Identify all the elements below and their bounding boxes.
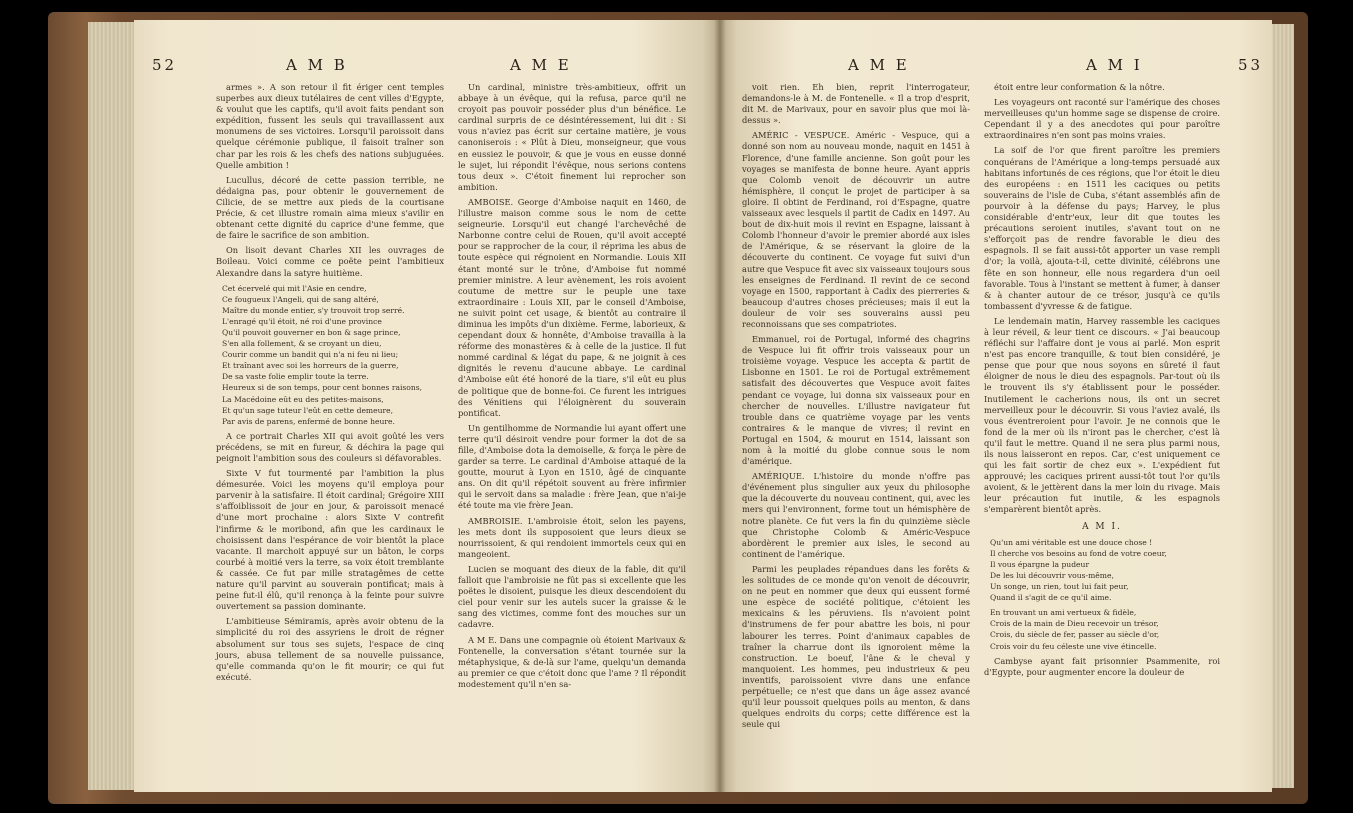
- left-column-2: [458, 82, 686, 694]
- paragraph: armes ». A son retour il fit ériger cent temples superbes aux dieux tutélaires de cent villes d'Egypte, & voulut que les captifs, qu'il avoit faits pendant son expédition, fussent les seuls qui travaillassent aux monumens de ses victoires. Lorsqu'il paroissoit dans quelque cérémonie publique, il faisoit traîner son char par les rois & les chefs des nations subjuguées. Quelle ambition !: [216, 82, 444, 170]
- page-edges-left: [88, 22, 134, 790]
- paragraph: Un cardinal, ministre très-ambitieux, offrit un abbaye à un évêque, qui la refusa, parce qu'il ne croyoit pas pouvoir posséder plus d'un bénéfice. Le cardinal surpris de ce désintéressement, lui dit : Si vous n'aviez pas écrit sur certaine matière, je vous canoniserois : « Plût à Dieu, monseigneur, que vous en eussiez le pouvoir, & que je vous en eusse donné le sujet, lui répondit l'évêque, nous serions contens tous deux ». C'étoit finement lui reprocher son ambition.: [458, 82, 686, 192]
- book-gutter: [714, 20, 726, 792]
- book-cover: [48, 12, 1308, 804]
- paragraph: étoit entre leur conformation & la nôtre.: [994, 82, 1165, 92]
- paragraph: voit rien. Eh bien, reprit l'interrogateur, demandons-le à M. de Fontenelle. « Il a trop d'esprit, dit M. de Marivaux, pour en savoir plus que moi là-dessus ».: [742, 82, 970, 126]
- paragraph: A M E. Dans une compagnie où étoient Marivaux & Fontenelle, la conversation s'étant tournée sur la métaphysique, & de-là sur l'ame, quelqu'un demanda au premier ce que c'étoit donc que l'ame ? Il répondit modestement qu'il n'en sa-: [458, 634, 686, 689]
- paragraph: Le lendemain matin, Harvey rassemble les caciques à leur réveil, & leur tient ce discours. « J'ai beaucoup réfléchi sur l'affaire dont je vous ai parlé. Mon esprit n'est pas encore tranquille, & tout bien considéré, je pense que pour que nous soyons en sûreté il faut éloigner de nous le dieu des espagnols. Par-tout où ils le trouvent ils s'y établissent pour le posséder. Inutilement le cacherions nous, ils ont un secret merveilleux pour le découvrir. Si vous l'aviez avalé, ils vous éventreroient pour l'avoir. Je ne connois que le fond de la mer où ils n'iront pas le chercher, c'est là qu'il faut le mettre. Quand il ne sera plus parmi nous, ils nous laisseront en repos. Car, c'est uniquement ce qui les fait sortir de chez eux ». L'expédient fut approuvé; les caciques prirent aussi-tôt tout l'or qu'ils avoient, & le jettèrent dans la mer loin du rivage. Mais leur précaution fut inutile, & les espagnols s'emparèrent bientôt après.: [984, 315, 1220, 515]
- paragraph: Cambyse ayant fait prisonnier Psammenite, roi d'Egypte, pour augmenter encore la douleur de: [984, 655, 1220, 677]
- verse-block: Qu'un ami véritable est une douce chose ! Il cherche vos besoins au fond de votre coeur, Il vous épargne la pudeur De les lui découvrir vous-même, Un songe, un rien, tout lui fait peur, Quand il s'agit de ce qu'il aime.: [990, 537, 1167, 603]
- page-edges-right: [1272, 24, 1294, 788]
- verse-block: En trouvant un ami vertueux & fidèle, Crois de la main de Dieu recevoir un trésor, Crois, du siècle de fer, passer au siècle d'or, Crois voir du feu céleste une vive étincelle.: [990, 608, 1160, 651]
- paragraph: AMBOISE. George d'Amboise naquit en 1460, de l'illustre maison comme sous le nom de cette seigneurie. Lorsqu'il eut changé l'archevêché de Narbonne contre celui de Rouen, qu'il avoit accepté pour se rapprocher de la cour, il réprima les abus de toute espèce qui régnoient en Normandie. Louis XII étant monté sur le trône, d'Amboise fut nommé premier ministre. A leur avènement, les rois avoient coutume de mettre sur le peuple une taxe extraordinaire : Louis XII, par le conseil d'Amboise, ne suivit point cet usage, & bientôt au contraire il diminua les impôts d'un dixième. Ferme, laborieux, & cependant doux & honnête, d'Amboise travailla à la réforme des monastères & à celle de la justice. Il fut nommé cardinal & légat du pape, & ne joignit à ces dignités le revenu d'aucune abbaye. Le cardinal d'Amboise eût été honoré de la tiare, s'il eût eu plus de politique que de bonne-foi. Ce furent les intrigues des Vénitiens qui l'éloignèrent du souverain pontificat.: [458, 196, 686, 418]
- paragraph: Sixte V fut tourmenté par l'ambition la plus démesurée. Voici les moyens qu'il employa pour parvenir à la satisfaire. Il étoit cardinal; Grégoire XIII s'affoiblissoit de jour en jour, & paroissoit menacé d'une mort prochaine : alors Sixte V contrefit l'infirme & le moribond, afin que les cardinaux le choisissent dans l'espérance de voir bientôt la place vacante. Il marchoit appuyé sur un bâton, le corps courbé à moitié vers la terre, sa voix étoit tremblante & cassée. Ce fut par mille stratagêmes de cette nature qu'il parvint au souverain pontificat; mais à peine fut-il élû, qu'il renonça à la feinte pour suivre ouvertement sa passion dominante.: [216, 468, 444, 612]
- left-column-1: [216, 82, 444, 687]
- paragraph: Lucullus, décoré de cette passion terrible, ne dédaigna pas, pour obtenir le gouvernement de Cilicie, de se mettre aux pieds de la courtisane Précie, & cet illustre romain aima mieux s'avilir en obtenant cette dignité du caprice d'une femme, que de faire le sacrifice de son ambition.: [216, 174, 444, 241]
- right-page-number: 53: [1238, 56, 1264, 74]
- paragraph: A ce portrait Charles XII qui avoit goûté les vers précédens, se mit en fureur, & déchira la page qui peignoit l'ambition sous des couleurs si défavorables.: [216, 430, 444, 463]
- right-page: [720, 20, 1272, 792]
- left-page: [134, 20, 720, 792]
- section-heading: A M I.: [1082, 521, 1122, 532]
- right-column-1: [742, 82, 970, 734]
- paragraph: Lucien se moquant des dieux de la fable, dit qu'il falloit que l'ambroisie ne fût pas si excellente que les poëtes le disoient, puisque les dieux descendoient du ciel pour venir sur les autels sucer la graisse & le sang des victimes, comme font des mouches sur un cadavre.: [458, 563, 686, 630]
- paragraph: AMÉRIC - VESPUCE. Améric - Vespuce, qui a donné son nom au nouveau monde, naquit en 1451 à Florence, d'une famille ancienne. Son goût pour les voyages se manifesta de bonne heure. Ayant appris que Colomb venoit de découvrir un autre hémisphère, il conçut le projet de participer à sa gloire. Il obtint de Ferdinand, roi d'Espagne, quatre vaisseaux avec lesquels il partit de Cadix en 1497. Au bout de dix-huit mois il revint en Espagne, laissant à Colomb l'honneur d'avoir le premier abordé aux isles de l'Amérique, & se réservant la gloire de la découverte du continent. Ce voyage fut suivi d'un autre que Vespuce fit avec six vaisseaux toujours sous les enseignes de Ferdinand. Il revint de ce second voyage en 1500, rapportant à Cadix des pierreries & beaucoup d'autres choses précieuses; mais il eut la douleur de voir ses souverains aussi peu reconnoissans que ses compatriotes.: [742, 130, 970, 329]
- left-running-head-left: A M B: [286, 56, 348, 74]
- verse-block: Cet écervelé qui mit l'Asie en cendre, Ce fougueux l'Angeli, qui de sang altéré, Maître du monde entier, s'y trouvoit trop serré. L'enragé qu'il étoit, né roi d'une province Qu'il pouvoit gouverner en bon & sage prince, S'en alla follement, & se croyant un dieu, Courir comme un bandit qui n'a ni feu ni lieu; Et traînant avec soi les horreurs de la guerre, De sa vaste folie emplir toute la terre. Heureux si de son temps, pour cent bonnes raisons, La Macédoine eût eu des petites-maisons, Et qu'un sage tuteur l'eût en cette demeure, Par avis de parens, enfermé de bonne heure.: [222, 283, 423, 426]
- paragraph: Les voyageurs ont raconté sur l'amérique des choses merveilleuses qu'un homme sage se dispense de croire. Cependant il y a des anecdotes qui pour paroître extraordinaires n'en sont pas moins vraies.: [984, 97, 1220, 141]
- left-running-head-center: A M E: [510, 56, 572, 74]
- paragraph: On lisoit devant Charles XII les ouvrages de Boileau. Voici comme ce poëte peint l'ambitieux Alexandre dans la satyre huitième.: [216, 245, 444, 278]
- paragraph: Parmi les peuplades répandues dans les forêts & les solitudes de ce monde qu'on venoit de découvrir, on ne peut en nommer que deux qui eussent formé une espèce de société politique, c'étoient les mexicains & les péruviens. Ils n'avoient point d'instrumens de fer pour abattre les bois, ni pour labourer les terres. Point d'animaux capables de traîner la charrue dont ils ignoroient même la construction. Le boeuf, l'âne & le cheval y manquoient. Les hommes, peu industrieux & peu inventifs, paroissoient vivre dans une enfance perpétuelle; ce n'est que dans un âge assez avancé qu'il leur poussoit quelques poils au menton, & dans quelques endroits du corps; cette différence est la seule qui: [742, 563, 970, 730]
- paragraph: Emmanuel, roi de Portugal, informé des chagrins de Vespuce lui fit offrir trois vaisseaux pour un troisième voyage. Vespuce les accepta & partit de Lisbonne en 1501. Le roi de Portugal extrêmement satisfait des découvertes que Vespuce avoit faites pendant ce voyage, lui donna six vaisseaux pour en chercher de nouvelles. L'illustre navigateur fut trouble dans ce quatrième voyage par les vents contraires & le manque de vivres; il revint en Portugal en 1504, & mourut en 1514, laissant son nom à la moitié du globe connue sous le nom d'amérique.: [742, 334, 970, 467]
- paragraph: La soif de l'or que firent paroître les premiers conquérans de l'Amérique a long-temps persuadé aux habitans infortunés de ces régions, que l'or étoit le dieu des européens : en 1511 les caciques ou petits souverains de l'isle de Cuba, s'étant assemblés afin de pourvoir à la défense du pays; Harvey, le plus considérable d'entr'eux, leur dit que toutes les précautions seroient inutiles, s'avant tout on ne s'efforçoit pas de rendre favorable le dieu des espagnols. Il se fait aussi-tôt apporter un vase rempli d'or; la voilà, ajouta-t-il, cette divinité, célébrons une fête en son honneur, elle nous regardera d'un oeil favorable. Tous à l'instant se mettent à fumer, à danser & à chanter autour de ce trésor, jusqu'à ce qu'ils tombassent d'yvresse & de fatigue.: [984, 145, 1220, 311]
- right-running-head-right: A M I: [1086, 56, 1143, 74]
- left-page-number: 52: [152, 56, 178, 74]
- paragraph: L'ambitieuse Sémiramis, après avoir obtenu de la simplicité du roi des assyriens le droit de régner absolument sur tous ses sujets, l'espace de cinq jours, abusa tellement de sa nouvelle puissance, qu'elle commanda qu'on le fit mourir; ce qui fut exécuté.: [216, 616, 444, 682]
- paragraph: Un gentilhomme de Normandie lui ayant offert une terre qu'il désiroit vendre pour former la dot de sa fille, d'Amboise dota la demoiselle, & força le père de garder sa terre. Le cardinal d'Amboise attaqué de la goutte, mourut à Lyon en 1510, âgé de cinquante ans. On dit qu'il répétoit souvent au frère infirmier qui le servoit dans sa maladie : frère Jean, que n'ai-je été toute ma vie frère Jean.: [458, 422, 686, 511]
- paragraph: AMÉRIQUE. L'histoire du monde n'offre pas d'événement plus singulier aux yeux du philosophe que la découverte du nouveau continent, qui, avec les mers qui l'environnent, forme tout un hémisphère de notre planète. Ce fut vers la fin du quinzième siècle que Christophe Colomb & Améric-Vespuce abordèrent le premier aux isles, le second au continent de l'amérique.: [742, 471, 970, 559]
- paragraph: AMBROISIE. L'ambroisie étoit, selon les payens, les mets dont ils supposoient que leurs dieux se nourrissoient, & qui rendoient immortels ceux qui en mangeoient.: [458, 515, 686, 559]
- right-running-head-center: A M E: [848, 56, 910, 74]
- right-column-2: [984, 82, 1220, 682]
